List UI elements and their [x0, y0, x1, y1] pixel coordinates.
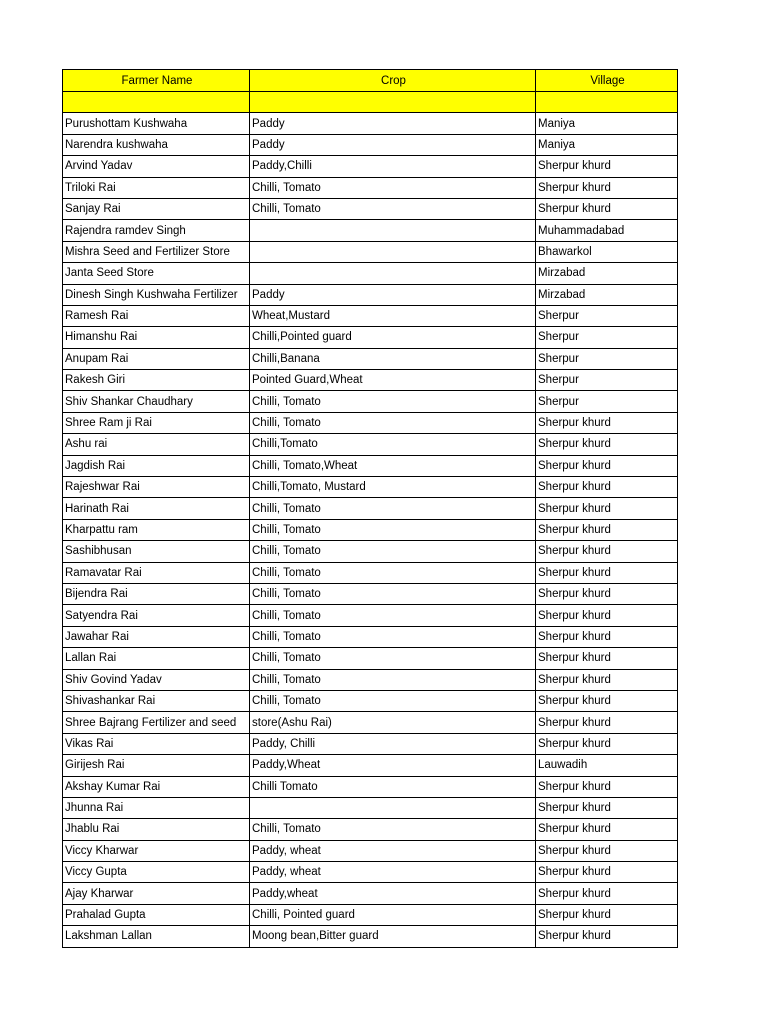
table-row — [63, 134, 678, 155]
table-row — [63, 797, 678, 818]
village-cell[interactable]: Sherpur — [536, 391, 678, 412]
crop-cell[interactable]: Chilli, Tomato — [250, 541, 536, 562]
table-row — [63, 690, 678, 711]
farmer-name-cell[interactable]: Ramesh Rai — [63, 305, 250, 326]
farmer-name-cell[interactable]: Triloki Rai — [63, 177, 250, 198]
crop-cell[interactable]: store(Ashu Rai) — [250, 712, 536, 733]
crop-cell[interactable] — [250, 241, 536, 262]
farmer-name-cell[interactable]: Ajay Kharwar — [63, 883, 250, 904]
farmer-name-cell[interactable]: Lallan Rai — [63, 648, 250, 669]
village-cell[interactable]: Muhammadabad — [536, 220, 678, 241]
village-cell[interactable]: Sherpur khurd — [536, 434, 678, 455]
village-cell[interactable]: Sherpur khurd — [536, 797, 678, 818]
village-cell[interactable]: Sherpur khurd — [536, 519, 678, 540]
farmer-name-cell[interactable]: Shiv Shankar Chaudhary — [63, 391, 250, 412]
village-cell[interactable]: Sherpur khurd — [536, 840, 678, 861]
village-cell[interactable]: Sherpur khurd — [536, 156, 678, 177]
farmer-name-cell[interactable]: Janta Seed Store — [63, 263, 250, 284]
village-cell[interactable]: Sherpur khurd — [536, 819, 678, 840]
village-cell[interactable]: Sherpur khurd — [536, 904, 678, 925]
table-row — [63, 712, 678, 733]
village-cell[interactable]: Sherpur khurd — [536, 733, 678, 754]
crop-cell[interactable]: Paddy,wheat — [250, 883, 536, 904]
farmer-name-cell[interactable]: Bijendra Rai — [63, 583, 250, 604]
header-village[interactable]: Village — [536, 70, 678, 92]
village-cell[interactable]: Sherpur khurd — [536, 690, 678, 711]
crop-cell[interactable]: Chilli, Tomato — [250, 391, 536, 412]
crop-cell[interactable]: Paddy, wheat — [250, 862, 536, 883]
farmer-name-cell[interactable]: Jawahar Rai — [63, 626, 250, 647]
table-row — [63, 348, 678, 369]
village-cell[interactable]: Sherpur khurd — [536, 669, 678, 690]
table-row — [63, 626, 678, 647]
village-cell[interactable]: Lauwadih — [536, 755, 678, 776]
farmer-name-cell[interactable]: Viccy Kharwar — [63, 840, 250, 861]
header-farmer-name[interactable]: Farmer Name — [63, 70, 250, 92]
crop-cell[interactable]: Paddy — [250, 284, 536, 305]
table-row — [63, 498, 678, 519]
blank-highlight-row — [63, 92, 678, 113]
farmer-name-cell[interactable]: Jagdish Rai — [63, 455, 250, 476]
village-cell[interactable]: Bhawarkol — [536, 241, 678, 262]
crop-cell[interactable]: Chilli, Tomato,Wheat — [250, 455, 536, 476]
crop-cell[interactable]: Chilli, Pointed guard — [250, 904, 536, 925]
crop-cell[interactable]: Paddy, Chilli — [250, 733, 536, 754]
village-cell[interactable]: Sherpur khurd — [536, 177, 678, 198]
farmer-name-cell[interactable]: Lakshman Lallan — [63, 926, 250, 947]
crop-cell[interactable]: Pointed Guard,Wheat — [250, 370, 536, 391]
crop-cell[interactable]: Chilli, Tomato — [250, 562, 536, 583]
farmer-name-cell[interactable]: Shiv Govind Yadav — [63, 669, 250, 690]
village-cell[interactable]: Sherpur — [536, 348, 678, 369]
table-row — [63, 755, 678, 776]
crop-cell[interactable] — [250, 797, 536, 818]
table-row — [63, 519, 678, 540]
table-row — [63, 904, 678, 925]
village-cell[interactable]: Sherpur khurd — [536, 541, 678, 562]
table-row — [63, 776, 678, 797]
table-row — [63, 327, 678, 348]
blank-cell[interactable] — [536, 92, 678, 113]
table-row — [63, 305, 678, 326]
farmer-name-cell[interactable]: Satyendra Rai — [63, 605, 250, 626]
crop-cell[interactable]: Chilli, Tomato — [250, 583, 536, 604]
farmer-name-cell[interactable]: Akshay Kumar Rai — [63, 776, 250, 797]
crop-cell[interactable]: Chilli, Tomato — [250, 819, 536, 840]
farmer-name-cell[interactable]: Ramavatar Rai — [63, 562, 250, 583]
crop-cell[interactable]: Chilli, Tomato — [250, 519, 536, 540]
village-cell[interactable]: Sherpur — [536, 370, 678, 391]
village-cell[interactable]: Sherpur khurd — [536, 412, 678, 433]
farmer-name-cell[interactable]: Arvind Yadav — [63, 156, 250, 177]
crop-cell[interactable]: Paddy, wheat — [250, 840, 536, 861]
crop-cell[interactable] — [250, 220, 536, 241]
village-cell[interactable]: Sherpur khurd — [536, 926, 678, 947]
crop-cell[interactable]: Chilli, Tomato — [250, 198, 536, 219]
crop-cell[interactable]: Chilli, Tomato — [250, 177, 536, 198]
farmer-name-cell[interactable]: Harinath Rai — [63, 498, 250, 519]
crop-cell[interactable]: Chilli,Tomato, Mustard — [250, 477, 536, 498]
crop-cell[interactable]: Paddy,Chilli — [250, 156, 536, 177]
crop-cell[interactable]: Paddy,Wheat — [250, 755, 536, 776]
village-cell[interactable]: Sherpur khurd — [536, 712, 678, 733]
table-row — [63, 263, 678, 284]
header-crop[interactable]: Crop — [250, 70, 536, 92]
crop-cell[interactable]: Chilli, Tomato — [250, 648, 536, 669]
village-cell[interactable]: Sherpur khurd — [536, 626, 678, 647]
village-cell[interactable]: Sherpur khurd — [536, 583, 678, 604]
table-row — [63, 541, 678, 562]
village-cell[interactable]: Sherpur khurd — [536, 198, 678, 219]
table-row — [63, 177, 678, 198]
farmer-name-cell[interactable]: Shree Ram ji Rai — [63, 412, 250, 433]
crop-cell[interactable]: Chilli, Tomato — [250, 669, 536, 690]
crop-cell[interactable]: Chilli,Tomato — [250, 434, 536, 455]
village-cell[interactable]: Sherpur khurd — [536, 477, 678, 498]
farmer-name-cell[interactable]: Sashibhusan — [63, 541, 250, 562]
village-cell[interactable]: Sherpur khurd — [536, 862, 678, 883]
table-row — [63, 284, 678, 305]
farmer-name-cell[interactable]: Narendra kushwaha — [63, 134, 250, 155]
table-row — [63, 926, 678, 947]
table-row — [63, 113, 678, 134]
village-cell[interactable]: Maniya — [536, 134, 678, 155]
crop-cell[interactable]: Chilli, Tomato — [250, 412, 536, 433]
table-row — [63, 819, 678, 840]
table-row — [63, 669, 678, 690]
farmer-name-cell[interactable]: Prahalad Gupta — [63, 904, 250, 925]
village-cell[interactable]: Mirzabad — [536, 284, 678, 305]
blank-cell[interactable] — [250, 92, 536, 113]
crop-cell[interactable]: Chilli, Tomato — [250, 626, 536, 647]
crop-cell[interactable]: Moong bean,Bitter guard — [250, 926, 536, 947]
table-row — [63, 220, 678, 241]
table-row — [63, 241, 678, 262]
farmer-name-cell[interactable]: Rakesh Giri — [63, 370, 250, 391]
farmer-name-cell[interactable]: Shivashankar Rai — [63, 690, 250, 711]
table-row — [63, 370, 678, 391]
village-cell[interactable]: Sherpur khurd — [536, 562, 678, 583]
crop-cell[interactable]: Chilli, Tomato — [250, 605, 536, 626]
crop-cell[interactable]: Wheat,Mustard — [250, 305, 536, 326]
village-cell[interactable]: Sherpur khurd — [536, 455, 678, 476]
table-row — [63, 883, 678, 904]
blank-cell[interactable] — [63, 92, 250, 113]
crop-cell[interactable]: Chilli, Tomato — [250, 498, 536, 519]
table-row — [63, 434, 678, 455]
crop-cell[interactable]: Chilli Tomato — [250, 776, 536, 797]
farmer-name-cell[interactable]: Girijesh Rai — [63, 755, 250, 776]
table-row — [63, 412, 678, 433]
table-row — [63, 862, 678, 883]
table-row — [63, 156, 678, 177]
farmer-name-cell[interactable]: Vikas Rai — [63, 733, 250, 754]
village-cell[interactable]: Sherpur — [536, 305, 678, 326]
crop-cell[interactable]: Chilli, Tomato — [250, 690, 536, 711]
crop-cell[interactable]: Chilli,Pointed guard — [250, 327, 536, 348]
farmer-name-cell[interactable]: Sanjay Rai — [63, 198, 250, 219]
farmer-name-cell[interactable]: Kharpattu ram — [63, 519, 250, 540]
farmer-name-cell[interactable]: Purushottam Kushwaha — [63, 113, 250, 134]
village-cell[interactable]: Maniya — [536, 113, 678, 134]
table-row — [63, 198, 678, 219]
crop-cell[interactable]: Paddy — [250, 134, 536, 155]
crop-cell[interactable]: Chilli,Banana — [250, 348, 536, 369]
village-cell[interactable]: Sherpur khurd — [536, 883, 678, 904]
table-row — [63, 840, 678, 861]
table-row — [63, 455, 678, 476]
farmer-name-cell[interactable]: Jhunna Rai — [63, 797, 250, 818]
farmer-name-cell[interactable]: Dinesh Singh Kushwaha Fertilizer — [63, 284, 250, 305]
village-cell[interactable]: Sherpur khurd — [536, 776, 678, 797]
farmer-name-cell[interactable]: Himanshu Rai — [63, 327, 250, 348]
spreadsheet — [62, 69, 677, 948]
table-row — [63, 477, 678, 498]
village-cell[interactable]: Mirzabad — [536, 263, 678, 284]
table-row — [63, 605, 678, 626]
table-row — [63, 733, 678, 754]
farmer-name-cell[interactable]: Mishra Seed and Fertilizer Store — [63, 241, 250, 262]
farmer-name-cell[interactable]: Anupam Rai — [63, 348, 250, 369]
village-cell[interactable]: Sherpur — [536, 327, 678, 348]
village-cell[interactable]: Sherpur khurd — [536, 498, 678, 519]
table-row — [63, 648, 678, 669]
table-row — [63, 562, 678, 583]
header-row — [63, 70, 678, 92]
farmer-table — [62, 69, 678, 948]
village-cell[interactable]: Sherpur khurd — [536, 648, 678, 669]
table-row — [63, 583, 678, 604]
farmer-name-cell[interactable]: Shree Bajrang Fertilizer and seed — [63, 712, 250, 733]
farmer-name-cell[interactable]: Rajendra ramdev Singh — [63, 220, 250, 241]
farmer-name-cell[interactable]: Viccy Gupta — [63, 862, 250, 883]
crop-cell[interactable]: Paddy — [250, 113, 536, 134]
farmer-name-cell[interactable]: Jhablu Rai — [63, 819, 250, 840]
crop-cell[interactable] — [250, 263, 536, 284]
farmer-name-cell[interactable]: Ashu rai — [63, 434, 250, 455]
farmer-name-cell[interactable]: Rajeshwar Rai — [63, 477, 250, 498]
village-cell[interactable]: Sherpur khurd — [536, 605, 678, 626]
table-row — [63, 391, 678, 412]
